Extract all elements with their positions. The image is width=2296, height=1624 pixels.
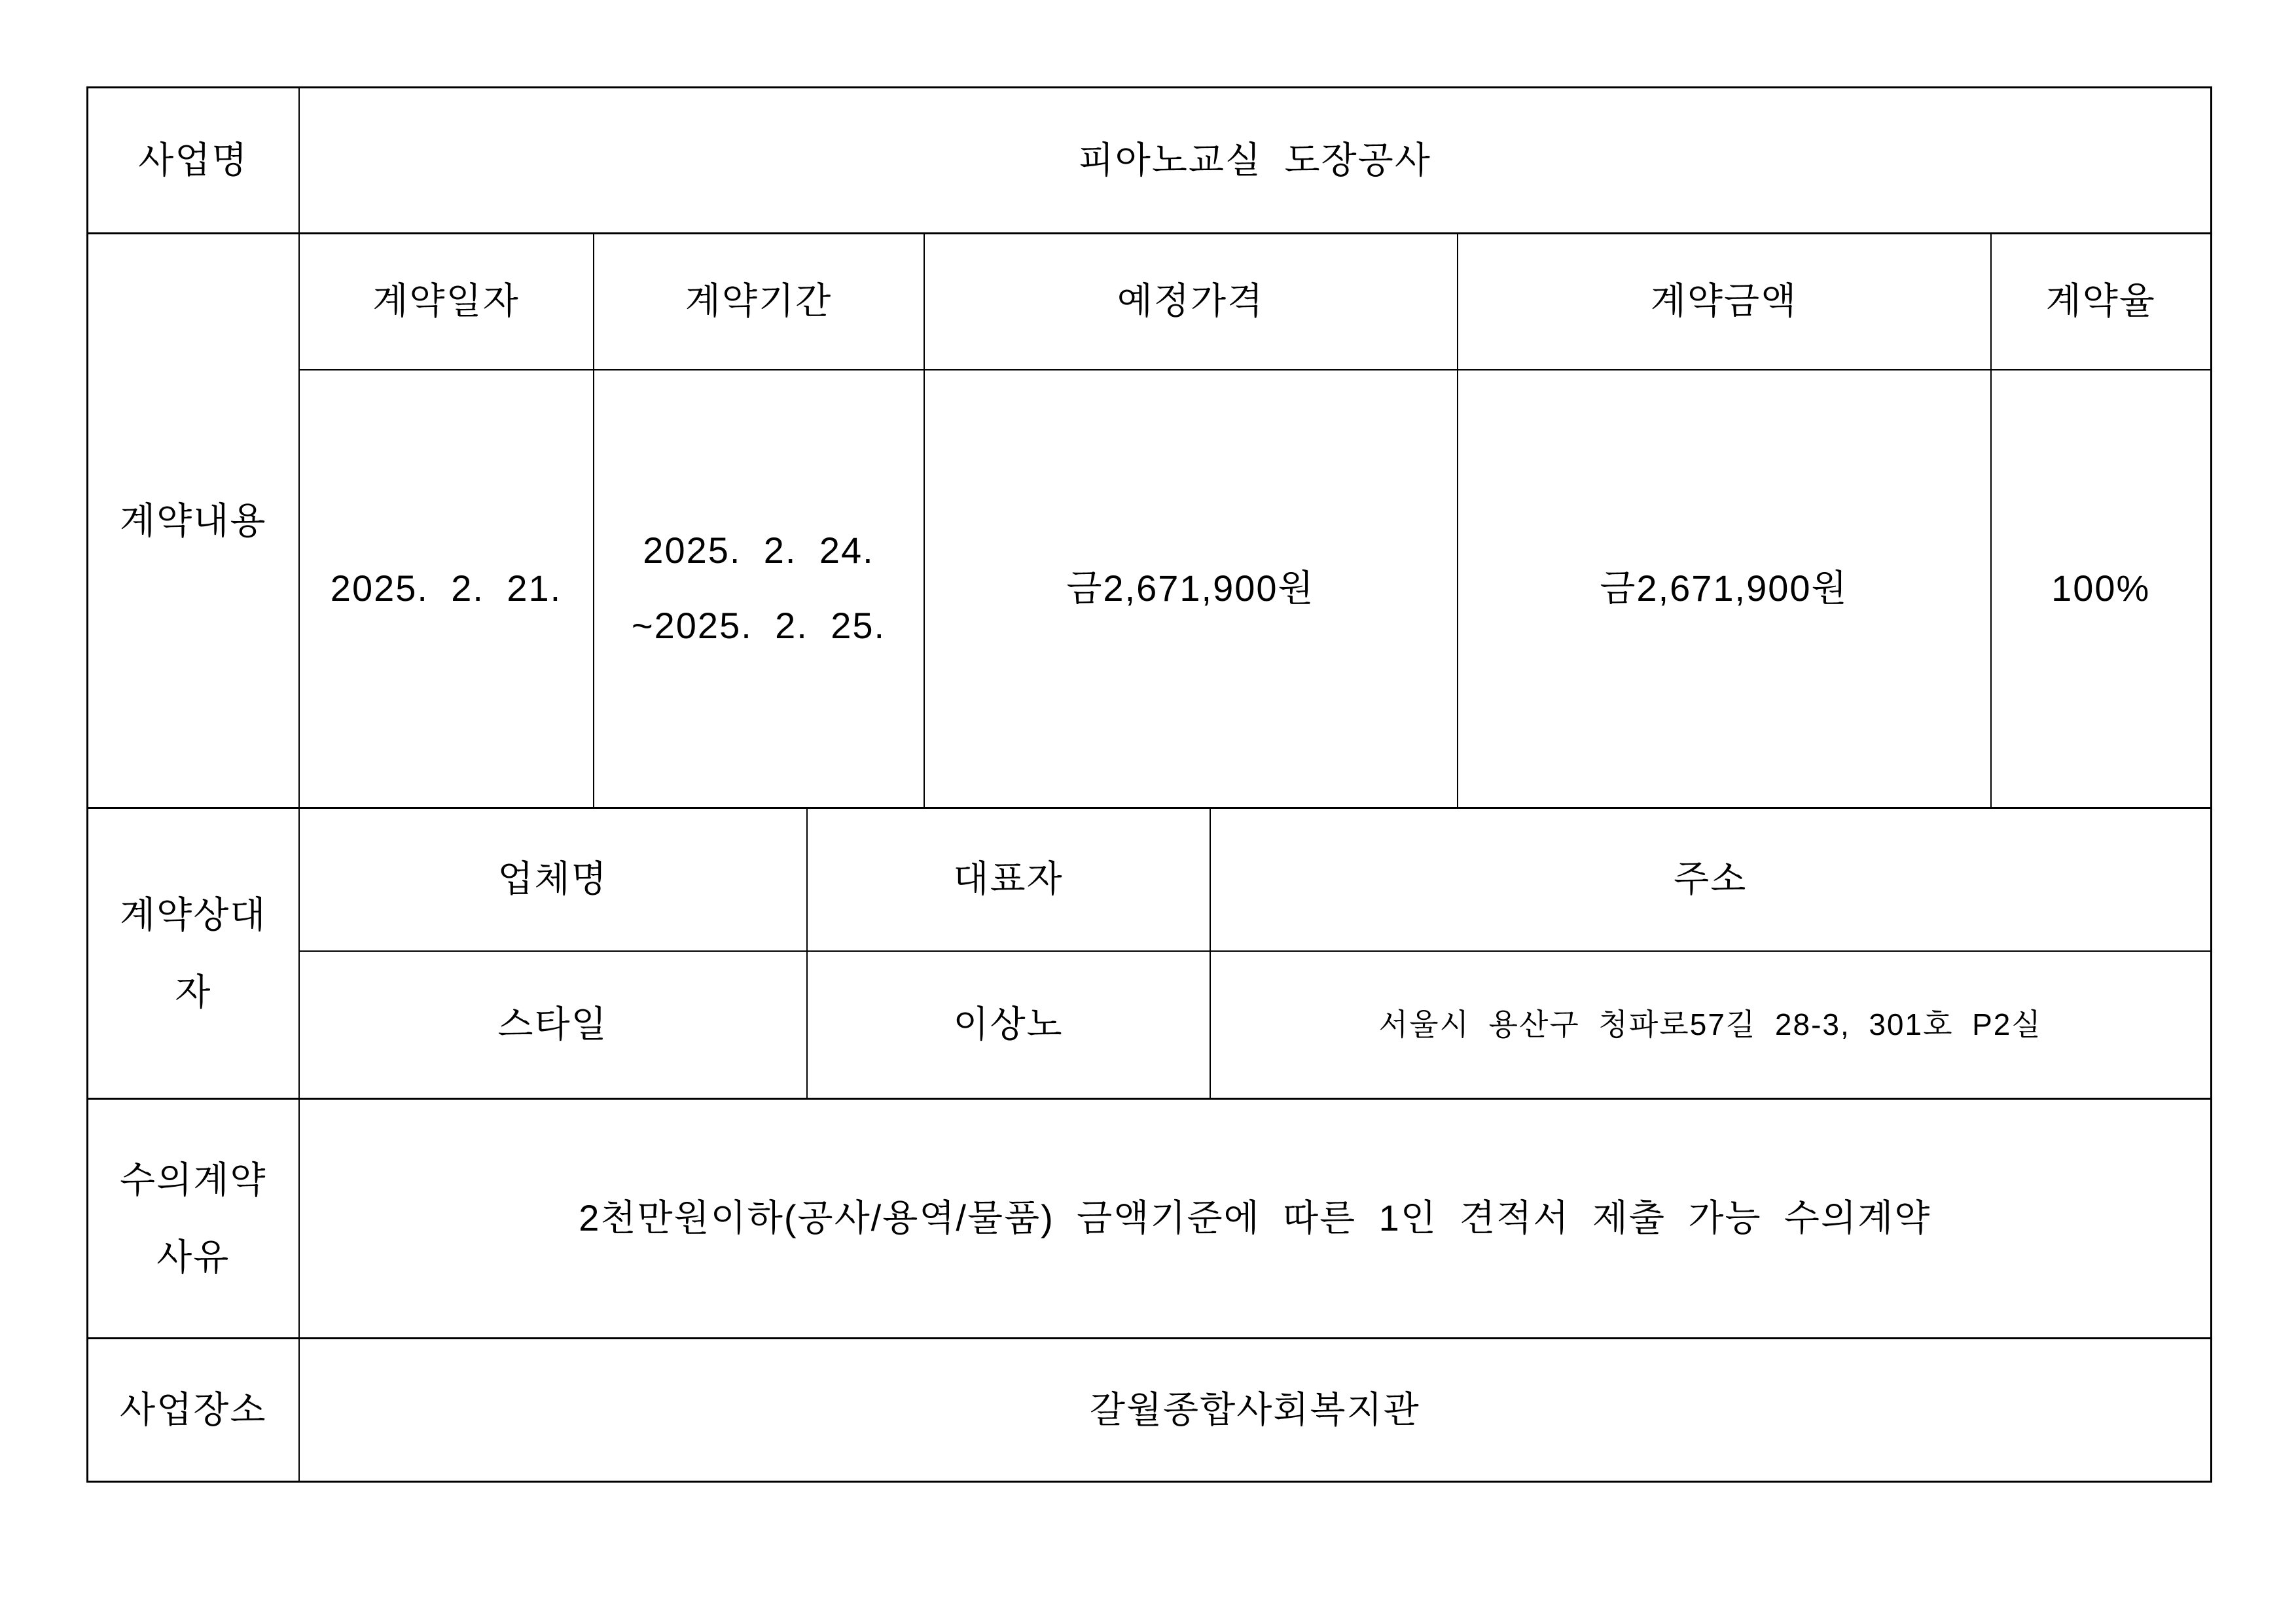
contract-period-start: 2025. 2. 24. — [643, 530, 874, 571]
contract-party-data-row — [88, 951, 2212, 1099]
project-location-value: 갈월종합사회복지관 — [299, 1339, 2212, 1482]
project-name-value: 피아노교실 도장공사 — [299, 88, 2212, 234]
contract-rate-value: 100% — [1991, 370, 2212, 808]
contract-period-value — [594, 370, 924, 808]
contract-rate-header: 계약율 — [1991, 234, 2212, 370]
contract-date-header: 계약일자 — [299, 234, 594, 370]
negotiated-contract-reason-value: 2천만원이하(공사/용역/물품) 금액기준에 따른 1인 견적서 제출 가능 수의계약 — [299, 1099, 2212, 1339]
contract-amount-value: 금2,671,900원 — [1458, 370, 1991, 808]
contract-details-label: 계약내용 — [88, 234, 299, 808]
contract-details-header-row — [88, 234, 2212, 370]
contract-date-value: 2025. 2. 21. — [299, 370, 594, 808]
contract-details-data-row — [88, 370, 2212, 808]
negotiated-contract-reason-row — [88, 1099, 2212, 1339]
negotiated-contract-reason-label: 수의계약사유 — [88, 1099, 299, 1339]
estimated-price-value: 금2,671,900원 — [924, 370, 1458, 808]
contract-period-header: 계약기간 — [594, 234, 924, 370]
representative-value: 이상노 — [807, 951, 1210, 1099]
project-location-row — [88, 1339, 2212, 1482]
contract-amount-header: 계약금액 — [1458, 234, 1991, 370]
contract-summary-table — [86, 86, 2212, 1483]
representative-header: 대표자 — [807, 808, 1210, 951]
address-value: 서울시 용산구 청파로57길 28-3, 301호 P2실 — [1210, 951, 2212, 1099]
contract-period-end: ~2025. 2. 25. — [631, 605, 886, 647]
project-location-label: 사업장소 — [88, 1339, 299, 1482]
contract-party-label: 계약상대자 — [88, 808, 299, 1099]
address-header: 주소 — [1210, 808, 2212, 951]
project-name-row — [88, 88, 2212, 234]
project-name-label: 사업명 — [88, 88, 299, 234]
estimated-price-header: 예정가격 — [924, 234, 1458, 370]
company-name-value: 스타일 — [299, 951, 807, 1099]
contract-party-header-row — [88, 808, 2212, 951]
company-name-header: 업체명 — [299, 808, 807, 951]
